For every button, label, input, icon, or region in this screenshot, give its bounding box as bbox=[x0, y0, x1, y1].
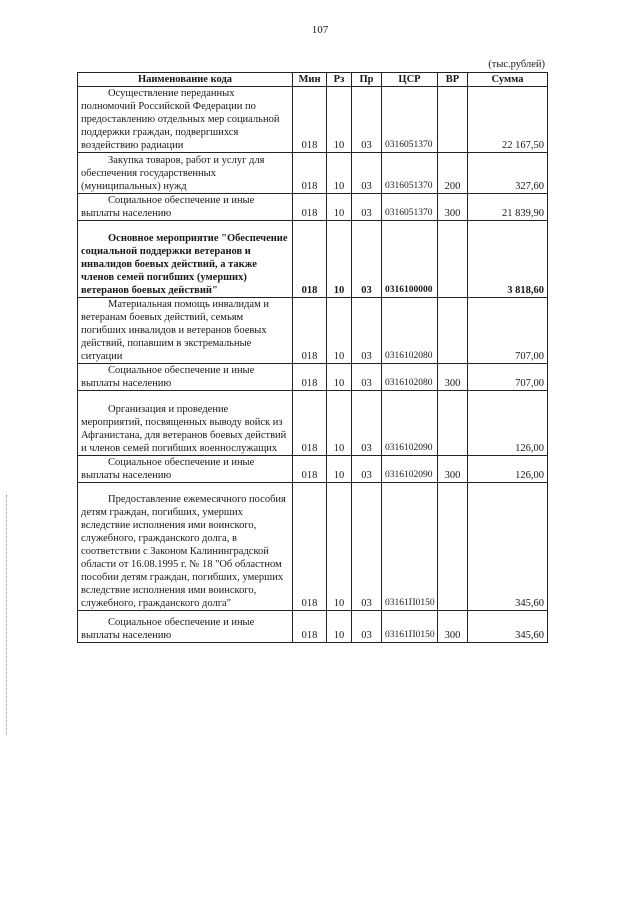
row-vr bbox=[438, 391, 468, 456]
scan-edge-marks bbox=[6, 495, 9, 735]
row-csr: 0316100000 bbox=[382, 221, 438, 298]
row-csr: 0316051370 bbox=[382, 87, 438, 153]
header-rz: Рз bbox=[327, 73, 352, 87]
row-csr: 0316102090 bbox=[382, 456, 438, 483]
table-row bbox=[78, 153, 548, 194]
header-min: Мин bbox=[293, 73, 327, 87]
header-sum: Сумма bbox=[468, 73, 548, 87]
row-name: Социальное обеспечение и иные выплаты населению bbox=[78, 194, 293, 221]
row-pr: 03 bbox=[352, 391, 382, 456]
table-row bbox=[78, 456, 548, 483]
row-rz: 10 bbox=[327, 364, 352, 391]
row-rz: 10 bbox=[327, 221, 352, 298]
row-vr: 300 bbox=[438, 611, 468, 643]
row-csr: 0316102080 bbox=[382, 298, 438, 364]
row-csr: 0316051370 bbox=[382, 194, 438, 221]
header-pr: Пр bbox=[352, 73, 382, 87]
row-min: 018 bbox=[293, 483, 327, 611]
row-rz: 10 bbox=[327, 456, 352, 483]
row-name: Осуществление переданных полномочий Российской Федерации по предоставлению отдельных мер социальной поддержки граждан, подвергшихся воздействию радиации bbox=[78, 87, 293, 153]
page-number: 107 bbox=[311, 24, 329, 36]
row-name: Организация и проведение мероприятий, посвященных выводу войск из Афганистана, для ветеранов боевых действий и членов семей погибших военнослужащих bbox=[78, 391, 293, 456]
table-row bbox=[78, 483, 548, 611]
row-min: 018 bbox=[293, 611, 327, 643]
row-vr bbox=[438, 87, 468, 153]
row-rz: 10 bbox=[327, 194, 352, 221]
row-rz: 10 bbox=[327, 611, 352, 643]
row-csr: 0316102090 bbox=[382, 391, 438, 456]
row-pr: 03 bbox=[352, 611, 382, 643]
row-vr bbox=[438, 221, 468, 298]
row-pr: 03 bbox=[352, 221, 382, 298]
row-min: 018 bbox=[293, 87, 327, 153]
row-sum: 327,60 bbox=[468, 153, 548, 194]
table-row bbox=[78, 194, 548, 221]
row-csr: 0316051370 bbox=[382, 153, 438, 194]
row-pr: 03 bbox=[352, 298, 382, 364]
table-row bbox=[78, 87, 548, 153]
header-csr: ЦСР bbox=[382, 73, 438, 87]
row-name: Закупка товаров, работ и услуг для обеспечения государственных (муниципальных) нужд bbox=[78, 153, 293, 194]
units-label: (тыс.рублей) bbox=[488, 59, 545, 70]
table-row bbox=[78, 611, 548, 643]
row-rz: 10 bbox=[327, 298, 352, 364]
row-vr: 200 bbox=[438, 153, 468, 194]
row-vr bbox=[438, 483, 468, 611]
row-name: Социальное обеспечение и иные выплаты населению bbox=[78, 456, 293, 483]
header-vr: ВР bbox=[438, 73, 468, 87]
row-name: Социальное обеспечение и иные выплаты населению bbox=[78, 611, 293, 643]
row-pr: 03 bbox=[352, 194, 382, 221]
row-pr: 03 bbox=[352, 456, 382, 483]
row-pr: 03 bbox=[352, 87, 382, 153]
row-rz: 10 bbox=[327, 391, 352, 456]
row-sum: 707,00 bbox=[468, 298, 548, 364]
table-row bbox=[78, 391, 548, 456]
row-sum: 22 167,50 bbox=[468, 87, 548, 153]
table-row bbox=[78, 364, 548, 391]
row-pr: 03 bbox=[352, 483, 382, 611]
row-pr: 03 bbox=[352, 153, 382, 194]
row-rz: 10 bbox=[327, 87, 352, 153]
row-min: 018 bbox=[293, 194, 327, 221]
budget-table bbox=[77, 72, 548, 643]
row-sum: 707,00 bbox=[468, 364, 548, 391]
table-header-row bbox=[78, 73, 548, 87]
table-row bbox=[78, 221, 548, 298]
row-name: Основное мероприятие "Обеспечение социальной поддержки ветеранов и инвалидов боевых действий, а также членов семей погибших (умерших) ветеранов боевых действий" bbox=[78, 221, 293, 298]
row-rz: 10 bbox=[327, 483, 352, 611]
row-sum: 345,60 bbox=[468, 483, 548, 611]
row-vr: 300 bbox=[438, 456, 468, 483]
row-pr: 03 bbox=[352, 364, 382, 391]
row-csr: 03161П0150 bbox=[382, 611, 438, 643]
row-min: 018 bbox=[293, 298, 327, 364]
row-vr bbox=[438, 298, 468, 364]
row-vr: 300 bbox=[438, 364, 468, 391]
row-sum: 126,00 bbox=[468, 456, 548, 483]
row-vr: 300 bbox=[438, 194, 468, 221]
row-min: 018 bbox=[293, 364, 327, 391]
row-csr: 03161П0150 bbox=[382, 483, 438, 611]
table-row bbox=[78, 298, 548, 364]
row-sum: 21 839,90 bbox=[468, 194, 548, 221]
row-name: Социальное обеспечение и иные выплаты населению bbox=[78, 364, 293, 391]
row-sum: 3 818,60 bbox=[468, 221, 548, 298]
row-min: 018 bbox=[293, 221, 327, 298]
row-sum: 126,00 bbox=[468, 391, 548, 456]
row-sum: 345,60 bbox=[468, 611, 548, 643]
row-rz: 10 bbox=[327, 153, 352, 194]
row-name: Предоставление ежемесячного пособия детям граждан, погибших, умерших вследствие исполнения ими воинского, служебного, гражданского долга, в соответствии с Законом Калининградской области от 16.08.1995 г. № 18 "Об областном пособии детям граждан, погибших, умерших вследствие исполнения ими воинского, служебного, гражданского долга" bbox=[78, 483, 293, 611]
header-name: Наименование кода bbox=[78, 73, 293, 87]
row-min: 018 bbox=[293, 391, 327, 456]
row-min: 018 bbox=[293, 456, 327, 483]
row-name: Материальная помощь инвалидам и ветеранам боевых действий, семьям погибших инвалидов и ветеранов боевых действий, попавшим в экстремальные ситуации bbox=[78, 298, 293, 364]
row-csr: 0316102080 bbox=[382, 364, 438, 391]
row-min: 018 bbox=[293, 153, 327, 194]
